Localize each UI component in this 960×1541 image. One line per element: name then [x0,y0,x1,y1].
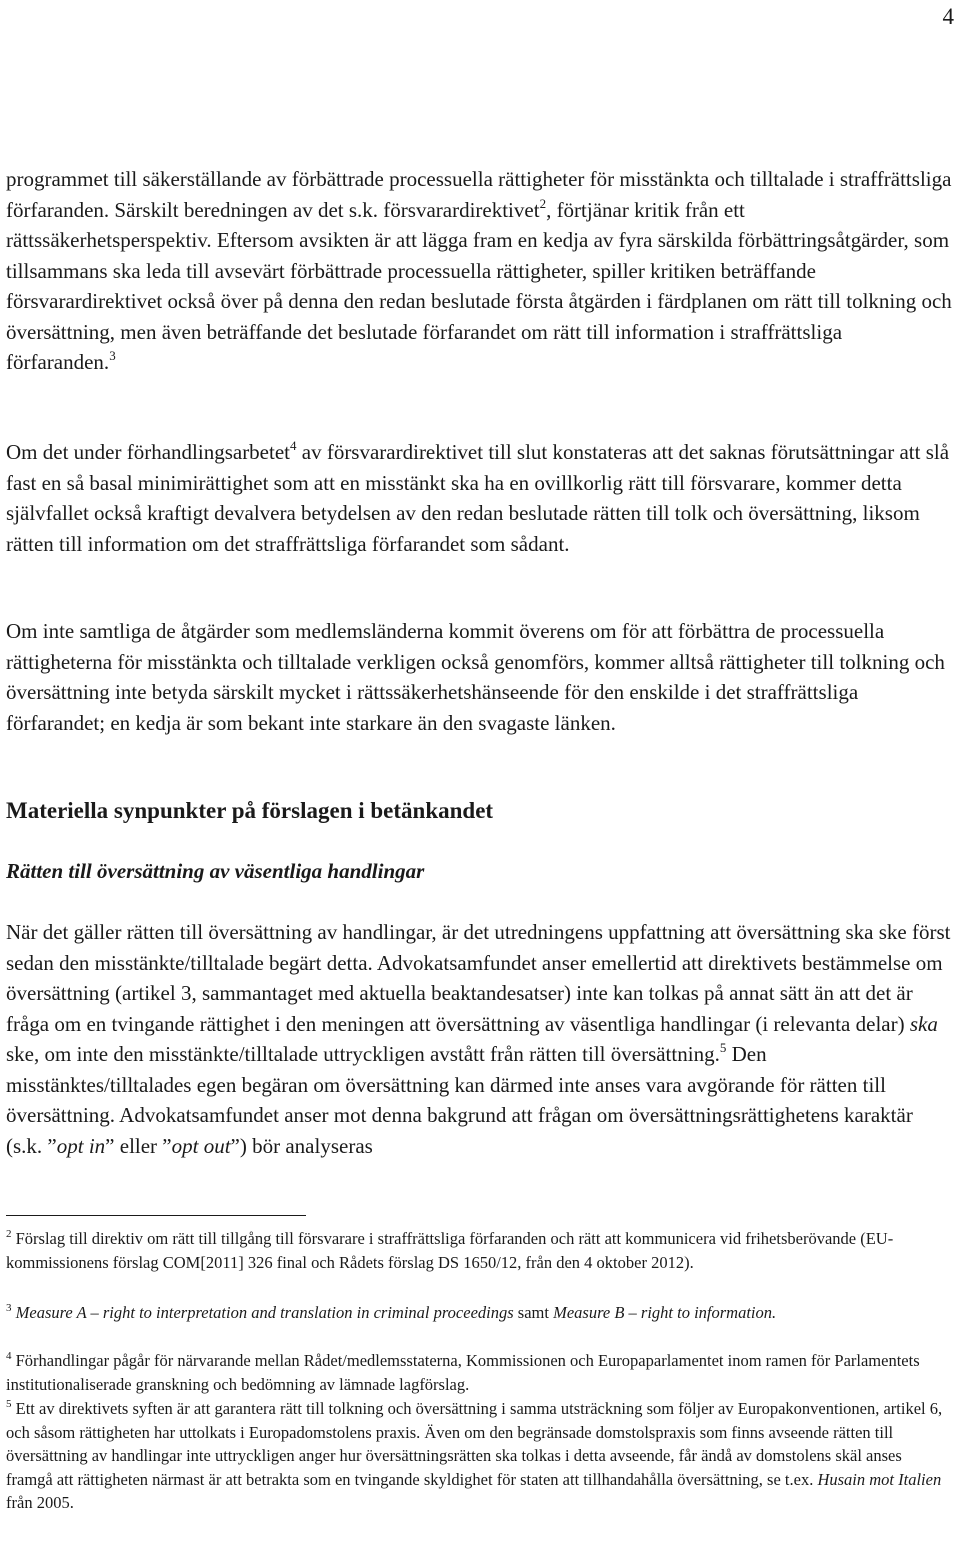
paragraph-4-emphasis-opt-out: opt out [171,1133,231,1158]
footnote-text: Förslag till direktiv om rätt till tillgång till försvarare i straffrättsliga förfaranden och rätt att kommunicera vid frihetsberövande (EU-kommissionens förslag COM[2011] 326 final och Rådets förslag DS 1650/12, från den 4 oktober 2012). [6,1229,894,1272]
paragraph-4 [6,917,952,1161]
paragraph-4-emphasis-ska: ska [909,1011,938,1036]
paragraph-2 [6,437,952,559]
footnote-2 [6,1227,952,1274]
footnote-text: Förhandlingar pågår för närvarande mellan Rådet/medlemsstaterna, Kommissionen och Europaparlamentet inom ramen för Parlamentets institutionaliserade granskning och bedömning av lämnade lagförslag. [6,1351,920,1394]
paragraph-4-text-d: ” eller ” [105,1133,172,1158]
paragraph-1-text-b: , förtjänar kritik från ett rättssäkerhetsperspektiv. Eftersom avsikten är att lägga fram en kedja av fyra särskilda förbättringsåtgärder, som tillsammans ska leda till avsevärt förbättrade processuella rättigheter, spiller kritiken beträffande försvarardirektivet också över på denna den redan beslutade första åtgärden i färdplanen om rätt till tolkning och översättning, men även beträffande det beslutade förfarandet om rätt till information i straffrättsliga förfaranden. [6,197,952,374]
paragraph-4-text-b: ske, om inte den misstänkte/tilltalade uttryckligen avstått från rätten till översättning. [6,1042,720,1066]
section-heading: Materiella synpunkter på förslagen i betänkandet [6,798,494,823]
footnote-divider [6,1215,306,1216]
paragraph-4-text-c: Den misstänktes/tilltalades egen begäran om översättning kan därmed inte anses vara avgörande för rätten till översättning. Advokatsamfundet anser mot denna bakgrund att frågan om översättningsrättighetens karaktär (s.k. ” [6,1042,913,1158]
footnote-number: 5 [6,1398,12,1410]
footnote-text-tail: från 2005. [6,1493,74,1513]
paragraph-4-emphasis-opt-in: opt in [56,1133,106,1158]
footnote-5 [6,1397,952,1515]
footnote-emphasis: Measure B – right to information. [553,1303,777,1322]
footnote-number: 4 [6,1350,12,1362]
footnote-emphasis: Husain mot Italien [817,1469,942,1489]
paragraph-2-text-a: Om det under förhandlingsarbetet [6,440,290,464]
paragraph-4-text-a: När det gäller rätten till översättning av handlingar, är det utredningens uppfattning att översättning ska ske först sedan den misstänkte/tilltalade begärt detta. Advokatsamfundet anser emellertid att direktivets bestämmelse om översättning (artikel 3, sammantaget med aktuella beaktandesatser) inte kan tolkas på annat sätt än att det är fråga om en tvingande rättighet i den meningen att översättning av väsentliga handlingar (i relevanta delar) [6,920,951,1036]
footnote-number: 3 [6,1302,12,1314]
footnote-ref-5[interactable]: 5 [719,1040,727,1055]
paragraph-2-text-b: av försvarardirektivet till slut konstateras att det saknas förutsättningar att slå fast en så basal minimirättighet som att en misstänkt ska ha en ovillkorlig rätt till försvarare, kommer detta självfallet också kraftigt devalvera betydelsen av den redan beslutade rätten till tolk och översättning, liksom rätten till information om det straffrättsliga förfarandet som sådant. [6,440,950,556]
footnote-text: samt [513,1303,554,1322]
paragraph-4-text-e: ”) bör analyseras [230,1133,373,1158]
footnote-3 [6,1301,952,1325]
footnote-4 [6,1349,952,1396]
subsection-heading: Rätten till översättning av väsentliga handlingar [6,859,425,883]
page-number: 4 [942,4,954,29]
paragraph-1-text-a: programmet till säkerställande av förbättrade processuella rättigheter för misstänkta och tilltalade i straffrättsliga förfaranden. Särskilt beredningen av det s.k. försvarardirektivet [6,167,952,222]
footnote-number: 2 [6,1228,12,1240]
footnote-ref-2[interactable]: 2 [539,195,547,211]
paragraph-3: Om inte samtliga de åtgärder som medlemsländerna kommit överens om för att förbättra de processuella rättigheterna för misstänkta och tilltalade verkligen också genomförs, kommer alltså rättigheter till tolkning och översättning inte betyda särskilt mycket i rättssäkerhetshänseende för den enskilde i det straffrättsliga förfarandet; en kedja är som bekant inte starkare än den svagaste länken. [6,619,945,735]
paragraph-1 [6,164,952,378]
footnote-emphasis: Measure A – right to interpretation and translation in criminal proceedings [15,1303,514,1322]
footnote-ref-3[interactable]: 3 [109,348,116,363]
footnote-text: Ett av direktivets syften är att garantera rätt till tolkning och översättning i samma utsträckning som följer av Europakonventionen, artikel 6, och såsom rättigheten har uttolkats i Europadomstolens praxis. Även om den begränsade domstolspraxis som finns avseende rätten till översättning av handlingar inte uttryckligen anger hur översättningsrätten ska tolkas i detta avseende, får ändå av domstolens skäl anses framgå att rättigheten närmast är att betrakta som en tvingande skyldighet för staten att tillhandahålla översättning, se t.ex. [6,1399,943,1489]
footnote-ref-4[interactable]: 4 [290,438,297,453]
